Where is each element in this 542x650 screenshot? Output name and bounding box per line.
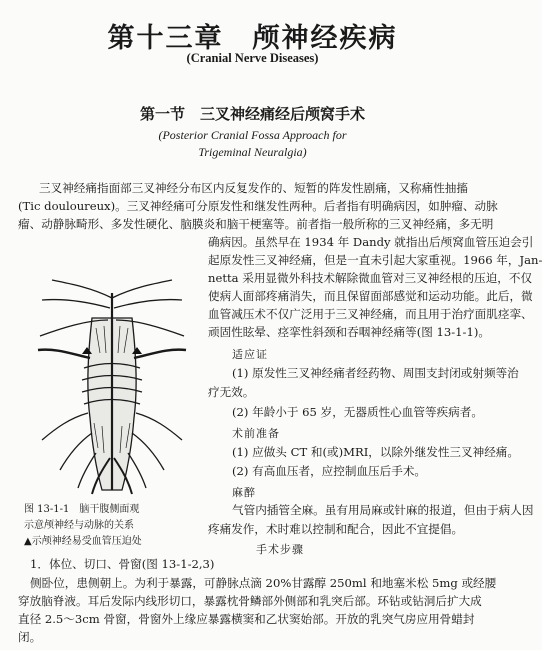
indication-item: (1) 原发性三叉神经痛者经药物、周围支封闭或射频等治 (232, 366, 519, 380)
intro-line: 确病因。虽然早在 1934 年 Dandy 就指出后颅窝血管压迫会引 (208, 235, 534, 249)
steps-heading: 手术步骤 (256, 543, 304, 556)
intro-line: 三叉神经痛指面部三叉神经分布区内反复发作的、短暂的阵发性剧痛，又称痛性抽搐 (39, 181, 468, 195)
intro-line: 起原发性三叉神经痛，但是一直未引起大家重视。1966 年，Jan- (208, 253, 542, 267)
preop-item: (1) 应做头 CT 和(或)MRI，以除外继发性三叉神经痛。 (232, 445, 519, 459)
indications-heading: 适应证 (232, 348, 268, 361)
section-subtitle-line-2: Trigeminal Neuralgia) (198, 145, 307, 159)
figure-caption-line-1: 图 13-1-1 脑干腹侧面观 (24, 504, 140, 515)
intro-line: 顽固性眩晕、痉挛性斜颈和吞咽神经痛等(图 13-1-1)。 (208, 325, 490, 339)
anesthesia-heading: 麻醉 (232, 486, 256, 499)
figure-caption-line-3: ▲示颅神经易受血管压迫处 (24, 536, 142, 547)
intro-line: 使病人面部疼痛消失，而且保留面部感觉和运动功能。此后，微 (208, 289, 533, 303)
brainstem-illustration (22, 258, 202, 498)
indication-item: 疗无效。 (208, 385, 255, 399)
intro-line: (Tic douloureux)。三叉神经痛可分原发性和继发性两种。后者指有明确病因，如肿瘤、动脉 (18, 199, 498, 213)
anesthesia-line: 疼痛发作，术时难以控制和配合，因此不宜提倡。 (208, 522, 464, 536)
figure-caption-line-2: 示意颅神经与动脉的关系 (24, 520, 134, 531)
chapter-title: 第十三章 颅神经疾病 (107, 23, 398, 54)
anesthesia-line: 气管内插管全麻。虽有用局麻或针麻的报道，但由于病人因 (232, 503, 534, 517)
preop-heading: 术前准备 (232, 427, 280, 440)
step-1-line: 闭。 (18, 630, 42, 644)
step-1-title: 1．体位、切口、骨窗(图 13-1-2,3) (30, 557, 215, 571)
section-subtitle-line-1: (Posterior Cranial Fossa Approach for (158, 128, 347, 142)
preop-item: (2) 有高血压者，应控制血压后手术。 (232, 464, 427, 478)
step-1-line: 穿放脑脊液。耳后发际内线形切口，暴露枕骨鳞部外侧部和乳突后部。环钻或钻洞后扩大成 (18, 594, 482, 608)
intro-line: 血管减压术不仅广泛用于三叉神经痛，而且用于治疗面肌痉挛、 (208, 307, 533, 321)
chapter-subtitle: (Cranial Nerve Diseases) (186, 51, 319, 65)
section-title: 第一节 三叉神经痛经后颅窝手术 (139, 105, 365, 123)
step-1-line: 直径 2.5～3cm 骨窗，骨窗外上缘应暴露横窦和乙状窦始部。开放的乳突气房应用骨蜡封 (18, 612, 475, 626)
intro-line: 瘤、动静脉畸形、多发性硬化、脑膜炎和脑干梗塞等。前者指一般所称的三叉神经痛，多无明 (18, 217, 494, 231)
indication-item: (2) 年龄小于 65 岁，无器质性心血管等疾病者。 (232, 405, 483, 419)
step-1-line: 侧卧位，患侧朝上。为利于暴露，可静脉点滴 20%甘露醇 250ml 和地塞米松 5mg 或经腰 (30, 576, 497, 590)
intro-line: netta 采用显微外科技术解除微血管对三叉神经根的压迫，不仅 (208, 271, 533, 285)
